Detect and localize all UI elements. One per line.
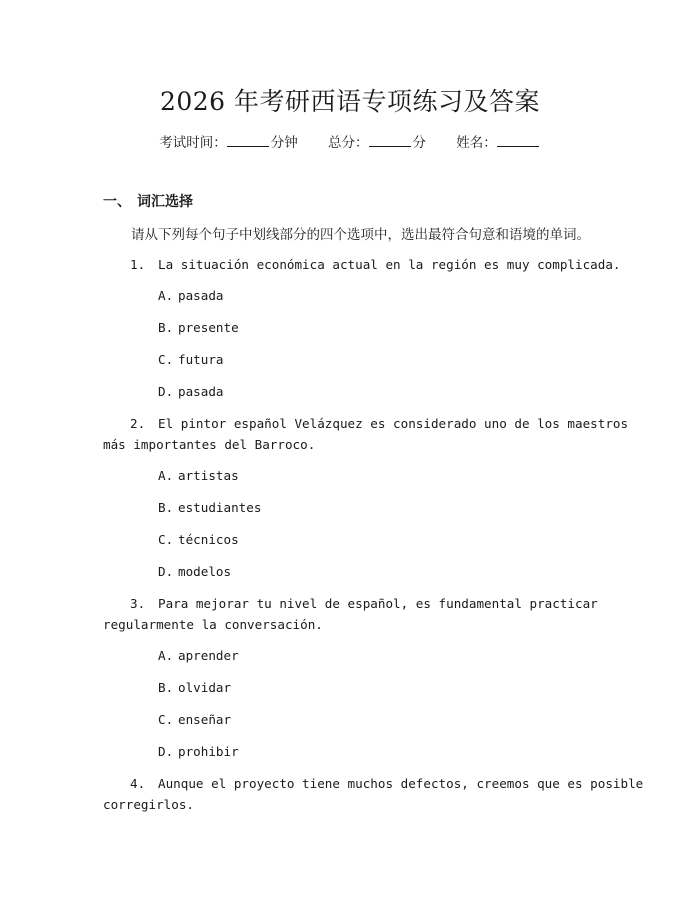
section-heading <box>103 191 193 211</box>
option-text: artistas <box>178 468 239 483</box>
option-2d[interactable] <box>158 564 231 579</box>
option-2c[interactable] <box>158 532 239 547</box>
question-text: El pintor español Velázquez es considerado uno de los maestros <box>158 416 629 431</box>
option-letter: D. <box>158 744 174 759</box>
option-letter: A. <box>158 648 174 663</box>
option-1c[interactable] <box>158 352 224 367</box>
option-1a[interactable] <box>158 288 224 303</box>
option-text: presente <box>178 320 239 335</box>
option-text: olvidar <box>178 680 232 695</box>
name-blank[interactable] <box>497 134 539 147</box>
option-letter: B. <box>158 500 174 515</box>
question-3 <box>103 593 603 635</box>
exam-time-field <box>159 131 298 151</box>
option-2a[interactable] <box>158 468 239 483</box>
option-3d[interactable] <box>158 744 239 759</box>
section-title: 词汇选择 <box>137 194 193 210</box>
option-1d[interactable] <box>158 384 224 399</box>
section-number: 一、 <box>103 194 131 210</box>
question-text-continued: corregirlos. <box>103 797 194 812</box>
option-letter: B. <box>158 680 174 695</box>
option-letter: B. <box>158 320 174 335</box>
total-score-field <box>328 131 426 151</box>
total-score-unit: 分 <box>412 135 426 151</box>
option-text: modelos <box>178 564 232 579</box>
question-text: Aunque el proyecto tiene muchos defectos, creemos que es posible <box>158 776 644 791</box>
page-title: 2026 年考研西语专项练习及答案 <box>159 87 541 116</box>
question-4 <box>103 773 644 815</box>
option-letter: C. <box>158 712 174 727</box>
option-3a[interactable] <box>158 648 239 663</box>
option-text: técnicos <box>178 532 239 547</box>
option-3b[interactable] <box>158 680 231 695</box>
question-text-continued: más importantes del Barroco. <box>103 437 316 452</box>
option-text: futura <box>178 352 224 367</box>
question-1 <box>103 254 621 275</box>
question-number: 1. <box>130 257 146 272</box>
name-label: 姓名： <box>456 135 497 151</box>
option-letter: D. <box>158 564 174 579</box>
option-text: prohibir <box>178 744 239 759</box>
question-number: 2. <box>130 416 146 431</box>
option-3c[interactable] <box>158 712 231 727</box>
option-letter: C. <box>158 532 174 547</box>
option-text: estudiantes <box>178 500 262 515</box>
option-text: pasada <box>178 384 224 399</box>
question-text: Para mejorar tu nivel de español, es fundamental practicar <box>158 596 598 611</box>
section-instruction: 请从下列每个句子中划线部分的四个选项中，选出最符合句意和语境的单词。 <box>131 227 590 243</box>
exam-time-label: 考试时间： <box>159 135 227 151</box>
option-text: pasada <box>178 288 224 303</box>
total-score-blank[interactable] <box>369 134 411 147</box>
exam-info <box>0 131 700 151</box>
exam-time-unit: 分钟 <box>270 135 298 151</box>
question-number: 3. <box>130 596 146 611</box>
question-number: 4. <box>130 776 146 791</box>
option-letter: A. <box>158 468 174 483</box>
total-score-label: 总分： <box>328 135 369 151</box>
name-field <box>456 131 541 151</box>
question-2 <box>103 413 629 455</box>
option-2b[interactable] <box>158 500 261 515</box>
exam-time-blank[interactable] <box>227 134 269 147</box>
question-text: La situación económica actual en la región es muy complicada. <box>158 257 621 272</box>
option-letter: A. <box>158 288 174 303</box>
question-text-continued: regularmente la conversación. <box>103 617 323 632</box>
option-letter: C. <box>158 352 174 367</box>
option-1b[interactable] <box>158 320 239 335</box>
option-text: aprender <box>178 648 239 663</box>
option-letter: D. <box>158 384 174 399</box>
option-text: enseñar <box>178 712 232 727</box>
